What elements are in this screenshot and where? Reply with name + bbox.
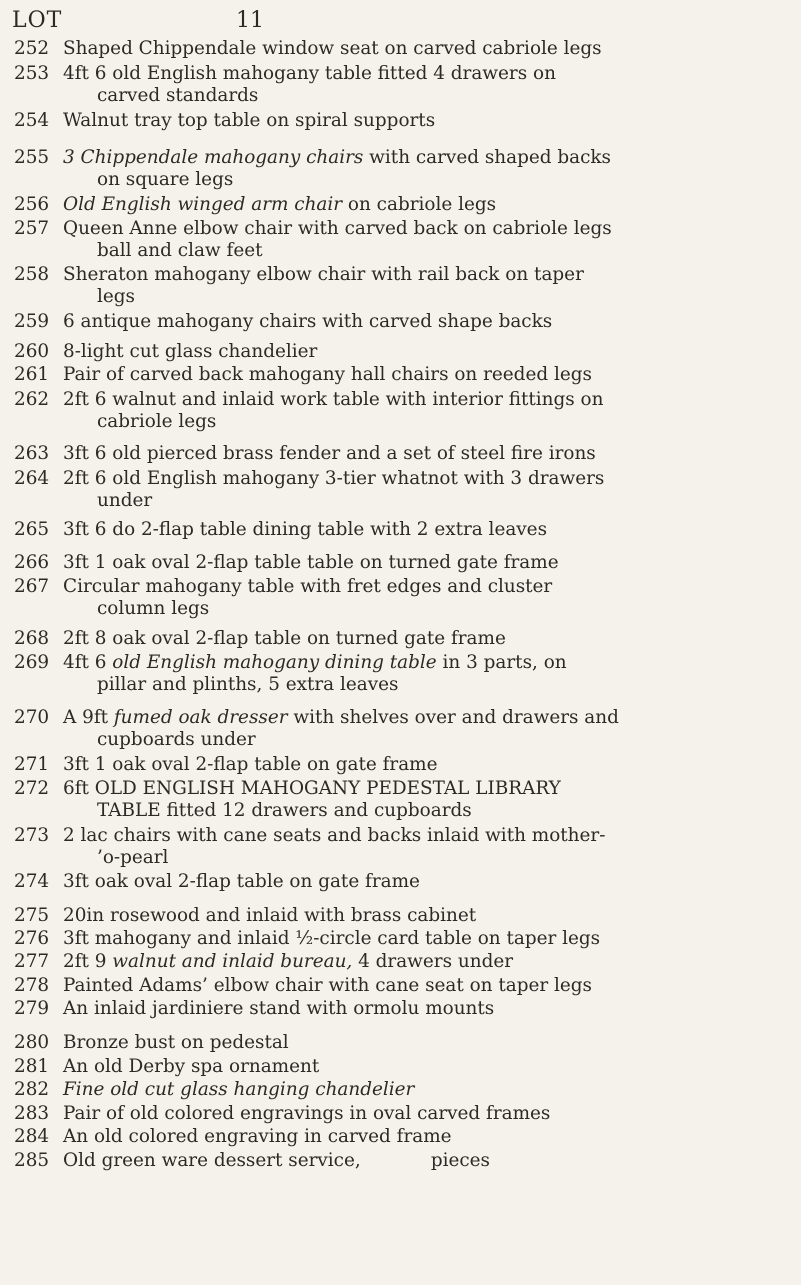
lot-description [63, 147, 801, 190]
lot-number: 278 [14, 975, 50, 996]
lot-description-text: An inlaid jardiniere stand with ormolu mounts [63, 998, 495, 1019]
lot-number: 253 [14, 63, 50, 84]
lot-row [0, 1150, 801, 1172]
lot-number: 282 [14, 1079, 50, 1100]
lot-row [0, 63, 801, 106]
lot-number: 266 [14, 552, 50, 573]
lot-description [63, 975, 801, 997]
lot-description [63, 628, 801, 650]
page-number: 11 [236, 8, 264, 33]
lot-number: 277 [14, 951, 50, 972]
lot-row [0, 951, 801, 973]
lot-row [0, 754, 801, 776]
lot-description-text: 3ft mahogany and inlaid ½-circle card table on taper legs [63, 928, 601, 949]
lot-row [0, 1032, 801, 1054]
lot-row [0, 552, 801, 574]
lot-description [63, 871, 801, 893]
lot-column-heading: LOT [12, 8, 63, 33]
lot-description [63, 998, 801, 1020]
lot-number: 265 [14, 519, 50, 540]
lot-number: 276 [14, 928, 50, 949]
lot-description-text: Pair of old colored engravings in oval carved frames [63, 1103, 551, 1124]
lot-description [63, 38, 801, 60]
lot-description-text: Walnut tray top table on spiral supports [63, 110, 436, 131]
lot-description [63, 1103, 801, 1125]
lot-row [0, 38, 801, 60]
lot-description-italic: Old English winged arm chair [63, 194, 343, 215]
lot-number: 260 [14, 341, 50, 362]
lot-description [63, 707, 801, 750]
lot-description-text: 3ft 6 old pierced brass fender and a set of steel fire irons [63, 443, 596, 464]
lot-row [0, 628, 801, 650]
lot-description-prefix: 2ft 9 [63, 951, 113, 972]
lot-description-text: 20in rosewood and inlaid with brass cabinet [63, 905, 477, 926]
lot-description-text: 6ft OLD ENGLISH MAHOGANY PEDESTAL LIBRARY [63, 778, 561, 799]
lot-description-text: Circular mahogany table with fret edges and cluster [63, 576, 553, 597]
lot-row [0, 825, 801, 868]
lot-row [0, 364, 801, 386]
lot-description [63, 576, 801, 619]
lot-description [63, 110, 801, 132]
lot-description [63, 778, 801, 821]
lot-description-continuation: ’o-pearl [97, 846, 169, 868]
lot-description [63, 905, 801, 927]
lot-row [0, 341, 801, 363]
lot-description-text: Shaped Chippendale window seat on carved cabriole legs [63, 38, 602, 59]
lot-description-text: 8-light cut glass chandelier [63, 341, 318, 362]
lot-row [0, 576, 801, 619]
lot-row [0, 311, 801, 333]
lot-description-text: 2ft 6 old English mahogany 3-tier whatnot with 3 drawers [63, 468, 605, 489]
lot-description [63, 341, 801, 363]
lot-description-text: 2ft 8 oak oval 2-flap table on turned gate frame [63, 628, 506, 649]
lot-description-text: on cabriole legs [342, 194, 497, 215]
lot-description-italic: old English mahogany dining table [112, 652, 437, 673]
lot-description [63, 194, 801, 216]
page-header [0, 4, 801, 40]
lot-description [63, 468, 801, 511]
lot-row [0, 389, 801, 432]
lot-description [63, 951, 801, 973]
lot-description [63, 1126, 801, 1148]
lot-row [0, 443, 801, 465]
lot-description-continuation: cupboards under [97, 728, 256, 750]
lot-number: 256 [14, 194, 50, 215]
lot-description-text: An old colored engraving in carved frame [63, 1126, 452, 1147]
lot-row [0, 1103, 801, 1125]
lot-row [0, 1079, 801, 1101]
lot-description-continuation: on square legs [97, 168, 234, 190]
lot-number: 255 [14, 147, 50, 168]
lot-number: 273 [14, 825, 50, 846]
lot-row [0, 218, 801, 261]
lot-number: 264 [14, 468, 50, 489]
lot-description-text: with shelves over and drawers and [287, 707, 619, 728]
lot-description [63, 1032, 801, 1054]
lot-row [0, 778, 801, 821]
lot-description-continuation: pillar and plinths, 5 extra leaves [97, 673, 399, 695]
lot-row [0, 998, 801, 1020]
lot-description-text: 4ft 6 old English mahogany table fitted 4 drawers on [63, 63, 556, 84]
lot-description-continuation: carved standards [97, 84, 259, 106]
lot-description-text: 3ft 6 do 2-flap table dining table with 2 extra leaves [63, 519, 548, 540]
lot-description-italic: walnut and inlaid bureau, [112, 951, 353, 972]
lot-number: 269 [14, 652, 50, 673]
lot-description-text: Old green ware dessert service, pieces [63, 1150, 490, 1171]
lot-number: 267 [14, 576, 50, 597]
lot-description-text: 4 drawers under [352, 951, 514, 972]
lot-description [63, 519, 801, 541]
lot-number: 280 [14, 1032, 50, 1053]
lot-description [63, 264, 801, 307]
lot-description-italic: Fine old cut glass hanging chandelier [63, 1079, 415, 1100]
lot-row [0, 468, 801, 511]
lot-number: 258 [14, 264, 50, 285]
lot-description-continuation: ball and claw feet [97, 239, 263, 261]
lot-row [0, 147, 801, 190]
lot-description-prefix: A 9ft [63, 707, 114, 728]
lot-description [63, 364, 801, 386]
lot-number: 261 [14, 364, 50, 385]
lot-description [63, 552, 801, 574]
lot-row [0, 264, 801, 307]
lot-description [63, 754, 801, 776]
lot-description [63, 63, 801, 106]
lot-number: 252 [14, 38, 50, 59]
lot-description-prefix: 4ft 6 [63, 652, 113, 673]
lot-description-text: Painted Adams’ elbow chair with cane seat on taper legs [63, 975, 592, 996]
lot-number: 279 [14, 998, 50, 1019]
lot-number: 272 [14, 778, 50, 799]
lot-row [0, 1126, 801, 1148]
lot-description-text: with carved shaped backs [363, 147, 611, 168]
lot-row [0, 871, 801, 893]
lot-number: 275 [14, 905, 50, 926]
lot-description-text: 2 lac chairs with cane seats and backs inlaid with mother- [63, 825, 606, 846]
lot-number: 254 [14, 110, 50, 131]
lot-description-continuation: TABLE fitted 12 drawers and cupboards [97, 799, 472, 821]
lot-description-continuation: cabriole legs [97, 410, 217, 432]
lot-description [63, 928, 801, 950]
lot-description-text: Pair of carved back mahogany hall chairs on reeded legs [63, 364, 592, 385]
lot-description-text: 3ft 1 oak oval 2-flap table on gate frame [63, 754, 438, 775]
lot-description [63, 443, 801, 465]
lot-description [63, 218, 801, 261]
lot-description [63, 1150, 801, 1172]
lot-number: 284 [14, 1126, 50, 1147]
lot-number: 257 [14, 218, 50, 239]
lot-description-text: Bronze bust on pedestal [63, 1032, 289, 1053]
lot-description [63, 825, 801, 868]
lot-row [0, 519, 801, 541]
lot-description-text: An old Derby spa ornament [63, 1056, 320, 1077]
lot-number: 259 [14, 311, 50, 332]
lot-number: 268 [14, 628, 50, 649]
lot-description [63, 1079, 801, 1101]
lot-description-text: Queen Anne elbow chair with carved back on cabriole legs [63, 218, 612, 239]
lot-description-text: 3ft oak oval 2-flap table on gate frame [63, 871, 420, 892]
lot-description-italic: fumed oak dresser [113, 707, 288, 728]
lot-row [0, 652, 801, 695]
lot-row [0, 905, 801, 927]
lot-description [63, 311, 801, 333]
lot-description-continuation: column legs [97, 597, 210, 619]
lot-number: 281 [14, 1056, 50, 1077]
lot-description-text: Sheraton mahogany elbow chair with rail back on taper [63, 264, 584, 285]
lot-row [0, 1056, 801, 1078]
lot-number: 262 [14, 389, 50, 410]
lot-row [0, 707, 801, 750]
lot-row [0, 110, 801, 132]
lot-row [0, 975, 801, 997]
lot-number: 283 [14, 1103, 50, 1124]
lot-number: 270 [14, 707, 50, 728]
lot-description-italic: 3 Chippendale mahogany chairs [63, 147, 364, 168]
lot-description-text: 2ft 6 walnut and inlaid work table with interior fittings on [63, 389, 604, 410]
lot-number: 285 [14, 1150, 50, 1171]
lot-description-continuation: legs [97, 285, 135, 307]
lot-number: 263 [14, 443, 50, 464]
lot-number: 271 [14, 754, 50, 775]
lot-description-text: in 3 parts, on [436, 652, 567, 673]
lot-description [63, 389, 801, 432]
lot-description-text: 3ft 1 oak oval 2-flap table table on turned gate frame [63, 552, 559, 573]
lot-description-text: 6 antique mahogany chairs with carved shape backs [63, 311, 553, 332]
lot-row [0, 928, 801, 950]
lot-description [63, 652, 801, 695]
lot-description-continuation: under [97, 489, 153, 511]
lot-number: 274 [14, 871, 50, 892]
lot-row [0, 194, 801, 216]
lot-description [63, 1056, 801, 1078]
